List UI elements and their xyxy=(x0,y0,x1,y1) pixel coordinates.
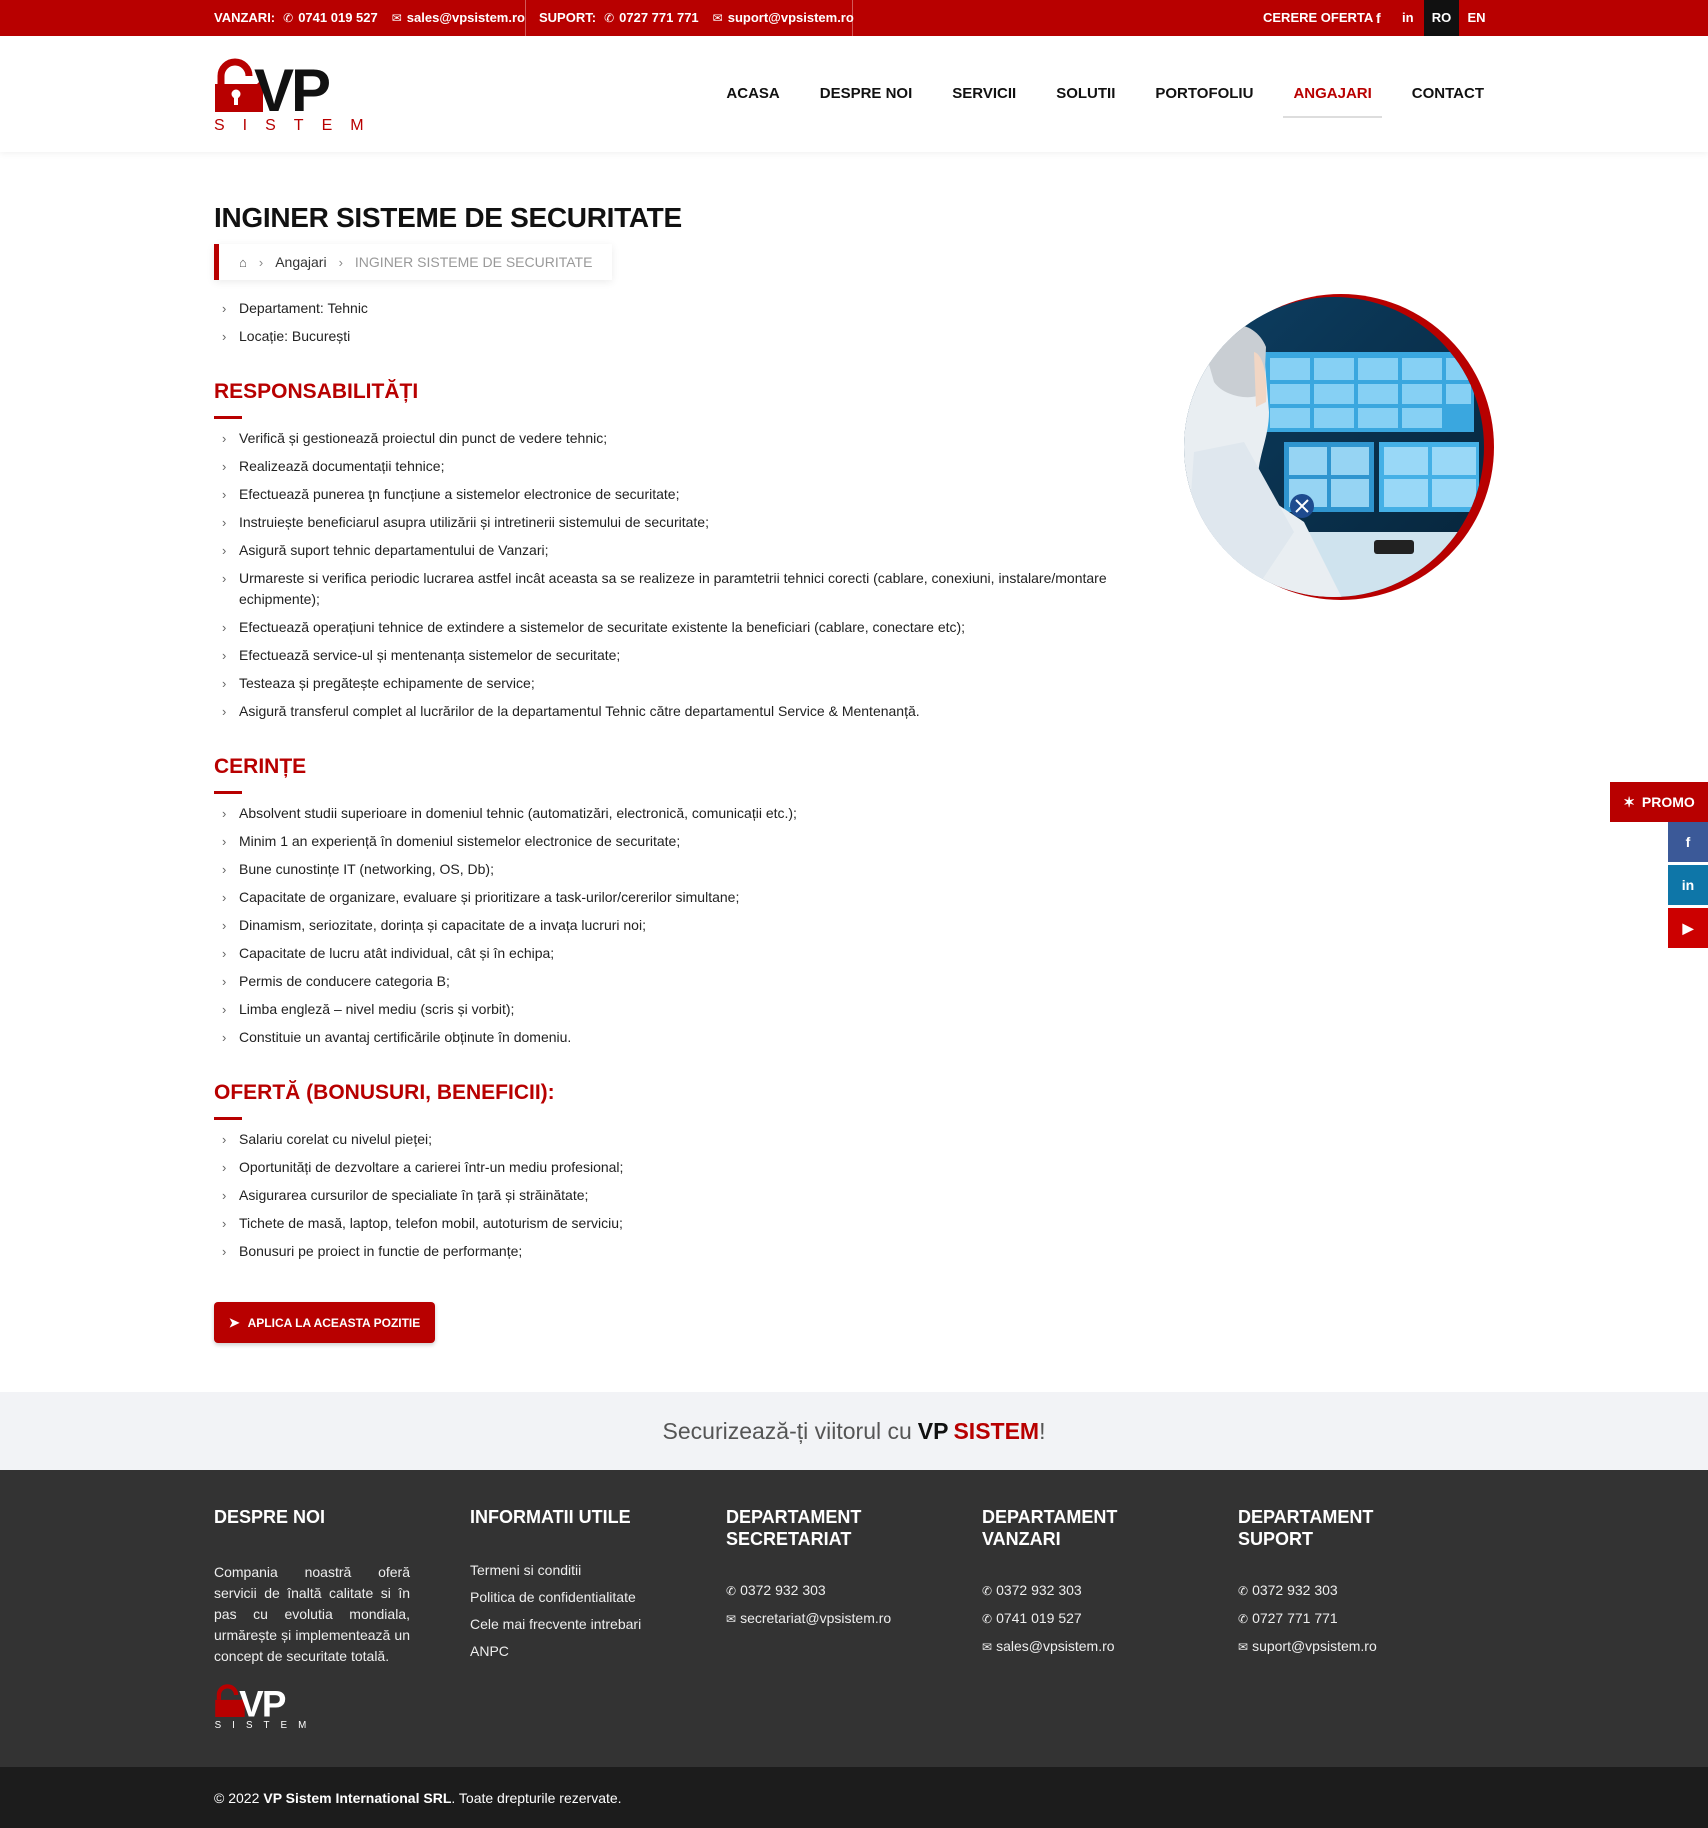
list-item-text: Departament: Tehnic xyxy=(239,300,368,316)
list-item-text: Salariu corelat cu nivelul pieței; xyxy=(239,1131,432,1147)
list-item xyxy=(222,915,1122,936)
sales-phone-2[interactable]: ✆ 0741 019 527 xyxy=(982,1610,1082,1626)
phone-icon: ✆ xyxy=(604,11,615,25)
job-meta-item xyxy=(222,326,1122,347)
copyright-suffix: . Toate drepturile rezervate. xyxy=(451,1789,622,1806)
svg-text:VP: VP xyxy=(239,1683,285,1725)
list-item xyxy=(222,1241,1122,1262)
offer-list xyxy=(222,1129,1122,1269)
support-label: SUPORT: xyxy=(539,10,597,25)
chevron-right-icon: › xyxy=(222,543,227,558)
list-item xyxy=(222,971,1122,992)
chevron-right-icon: › xyxy=(222,301,227,316)
chevron-right-icon: › xyxy=(222,620,227,635)
list-item-text: Realizează documentații tehnice; xyxy=(239,458,445,474)
copyright-bar xyxy=(0,1767,1708,1828)
footer-info xyxy=(470,1506,680,1668)
envelope-icon: ✉ xyxy=(726,1612,737,1626)
envelope-icon: ✉ xyxy=(982,1640,993,1654)
secretariat-email[interactable]: ✉ secretariat@vpsistem.ro xyxy=(726,1610,892,1626)
slogan-brand-vp: VP xyxy=(917,1417,949,1444)
responsibilities-list xyxy=(222,428,1122,729)
chevron-right-icon: › xyxy=(222,1002,227,1017)
list-item xyxy=(222,456,1122,477)
sales-label: VANZARI: xyxy=(214,10,276,25)
envelope-icon: ✉ xyxy=(391,11,402,25)
list-item-text: Minim 1 an experiență în domeniul sistemelor electronice de securitate; xyxy=(239,833,681,849)
footer-support-title: DEPARTAMENT SUPORT xyxy=(1238,1507,1374,1549)
page-title: INGINER SISTEME DE SECURITATE xyxy=(214,202,682,233)
support-phone-link[interactable]: ✆ 0727 771 771 xyxy=(604,0,699,36)
phone-icon: ✆ xyxy=(982,1584,993,1598)
slogan-brand-sistem: SISTEM xyxy=(953,1417,1040,1444)
list-item xyxy=(222,943,1122,964)
footer-about-text: Compania noastră oferă servicii de înaltă calitate si în pas cu evolutia mondiala, urmărește și implementează un concept de securitate totală. xyxy=(214,1564,410,1664)
requirements-list xyxy=(222,803,1122,1055)
star-icon: ✶ xyxy=(1623,793,1635,810)
list-item-text: Dinamism, seriozitate, dorința și capacitate de a invața lucruri noi; xyxy=(239,917,646,933)
chevron-right-icon: › xyxy=(222,1160,227,1175)
footer-info-title: INFORMATII UTILE xyxy=(470,1507,631,1527)
list-item-text: Capacitate de organizare, evaluare și prioritizare a task-urilor/cererilor simultane; xyxy=(239,889,740,905)
chevron-right-icon: › xyxy=(222,1216,227,1231)
chevron-right-icon: › xyxy=(222,806,227,821)
list-item-text: Urmareste si verifica periodic lucrarea astfel incât aceasta sa se realizeze in paramtetrii tehnici corecti (cablare, conexiuni, instalare/montare echipmente); xyxy=(239,570,1107,607)
svg-text:SISTEM: SISTEM xyxy=(214,1720,318,1732)
slogan-text: Securizează-ți viitorul cu xyxy=(662,1417,912,1444)
list-item xyxy=(222,1027,1122,1048)
list-item-text: Tichete de masă, laptop, telefon mobil, autoturism de serviciu; xyxy=(239,1215,623,1231)
footer-info-link[interactable]: Politica de confidentialitate xyxy=(470,1589,636,1605)
secretariat-phone[interactable]: ✆ 0372 932 303 xyxy=(726,1582,826,1598)
sales-email-link[interactable]: ✉ sales@vpsistem.ro xyxy=(392,0,525,36)
chevron-right-icon: › xyxy=(222,946,227,961)
chevron-right-icon: › xyxy=(222,329,227,344)
footer-about xyxy=(214,1506,410,1667)
sales-phone-link[interactable]: ✆ 0741 019 527 xyxy=(283,0,378,36)
svg-text:SISTEM: SISTEM xyxy=(214,117,382,134)
chevron-right-icon: › xyxy=(222,918,227,933)
youtube-icon[interactable]: ▶ xyxy=(1668,908,1708,948)
support-email-link[interactable]: ✉ suport@vpsistem.ro xyxy=(713,0,854,36)
list-item xyxy=(222,803,1122,824)
footer-logo[interactable] xyxy=(214,1680,318,1732)
paper-plane-icon: ➤ xyxy=(228,1314,240,1330)
list-item-text: Asigură transferul complet al lucrărilor de la departamentul Tehnic către departamentul Service & Mentenanță. xyxy=(239,703,920,719)
chevron-right-icon: › xyxy=(222,431,227,446)
facebook-icon[interactable]: f xyxy=(1376,10,1381,26)
sales-contact xyxy=(214,0,539,36)
lang-ro[interactable]: RO xyxy=(1424,0,1459,36)
slogan-banner xyxy=(0,1392,1708,1470)
offer-request-link[interactable]: CERERE OFERTA xyxy=(1263,10,1374,25)
section-heading-responsibilities: RESPONSABILITĂȚI xyxy=(214,380,419,403)
phone-icon: ✆ xyxy=(1238,1584,1249,1598)
copyright-prefix: © 2022 xyxy=(214,1789,260,1806)
job-meta-list xyxy=(222,298,1122,354)
chevron-right-icon: › xyxy=(338,254,343,270)
chevron-right-icon: › xyxy=(222,487,227,502)
footer-sales xyxy=(982,1506,1152,1664)
top-bar xyxy=(0,0,1708,36)
header xyxy=(0,36,1708,152)
list-item xyxy=(222,999,1122,1020)
facebook-icon[interactable]: f xyxy=(1668,822,1708,862)
sales-phone-1[interactable]: ✆ 0372 932 303 xyxy=(982,1582,1082,1598)
list-item-text: Bune cunostințe IT (networking, OS, Db); xyxy=(239,861,494,877)
slogan-end: ! xyxy=(1039,1417,1046,1444)
list-item xyxy=(222,887,1122,908)
nav-item-acasa[interactable]: ACASA xyxy=(726,85,780,102)
envelope-icon: ✉ xyxy=(1238,1640,1249,1654)
list-item-text: Efectuează service-ul și mentenanța sistemelor de securitate; xyxy=(239,647,621,663)
list-item-text: Locație: București xyxy=(239,328,351,344)
list-item xyxy=(222,617,1122,638)
nav-item-solutii[interactable]: SOLUTII xyxy=(1056,85,1116,102)
footer-info-links xyxy=(470,1560,680,1662)
list-item xyxy=(222,512,1122,533)
list-item-text: Efectuează punerea ţn funcțiune a sistemelor electronice de securitate; xyxy=(239,486,680,502)
list-item xyxy=(222,859,1122,880)
section-heading-offer: OFERTĂ (BONUSURI, BENEFICII): xyxy=(214,1081,555,1104)
logo[interactable] xyxy=(213,54,382,134)
list-item-text: Testeaza și pregătește echipamente de service; xyxy=(239,675,535,691)
copyright-company: VP Sistem International SRL xyxy=(263,1789,452,1806)
list-item-text: Instruiește beneficiarul asupra utilizării și intretinerii sistemului de securitate; xyxy=(239,514,709,530)
footer-secretariat-title: DEPARTAMENT SECRETARIAT xyxy=(726,1507,862,1549)
job-meta-item xyxy=(222,298,1122,319)
list-item-text: Asigurarea cursurilor de specialiate în țară și străinătate; xyxy=(239,1187,589,1203)
envelope-icon: ✉ xyxy=(712,11,723,25)
chevron-right-icon: › xyxy=(222,834,227,849)
chevron-right-icon: › xyxy=(222,1188,227,1203)
list-item xyxy=(222,428,1122,449)
phone-icon: ✆ xyxy=(982,1612,993,1626)
footer-info-link[interactable]: Cele mai frecvente intrebari xyxy=(470,1616,642,1632)
promo-button[interactable]: ✶ PROMO xyxy=(1610,782,1708,822)
list-item-text: Oportunități de dezvoltare a carierei într-un mediu profesional; xyxy=(239,1159,624,1175)
support-phone-2[interactable]: ✆ 0727 771 771 xyxy=(1238,1610,1338,1626)
list-item xyxy=(222,673,1122,694)
chevron-right-icon: › xyxy=(222,1132,227,1147)
linkedin-icon[interactable]: in xyxy=(1402,10,1414,25)
list-item-text: Permis de conducere categoria B; xyxy=(239,973,450,989)
chevron-right-icon: › xyxy=(222,1030,227,1045)
list-item xyxy=(222,1129,1122,1150)
chevron-right-icon: › xyxy=(222,704,227,719)
nav-item-contact[interactable]: CONTACT xyxy=(1411,85,1484,102)
list-item xyxy=(222,1185,1122,1206)
footer-info-link[interactable]: Termeni si conditii xyxy=(470,1562,582,1578)
nav-item-servicii[interactable]: SERVICII xyxy=(952,85,1017,102)
linkedin-icon[interactable]: in xyxy=(1668,865,1708,905)
svg-text:VP: VP xyxy=(254,57,329,124)
phone-icon: ✆ xyxy=(726,1584,737,1598)
list-item-text: Limba engleză – nivel mediu (scris și vorbit); xyxy=(239,1001,515,1017)
chevron-right-icon: › xyxy=(222,571,227,586)
chevron-right-icon: › xyxy=(222,648,227,663)
chevron-right-icon: › xyxy=(222,890,227,905)
list-item xyxy=(222,484,1122,505)
home-icon[interactable]: ⌂ xyxy=(239,254,247,270)
lang-en[interactable]: EN xyxy=(1467,10,1486,25)
breadcrumb xyxy=(214,244,612,280)
list-item-text: Absolvent studii superioare in domeniul tehnic (automatizări, electronică, comunicații etc.); xyxy=(239,805,797,821)
footer-secretariat xyxy=(726,1506,896,1636)
support-phone-1[interactable]: ✆ 0372 932 303 xyxy=(1238,1582,1338,1598)
nav-item-angajari[interactable]: ANGAJARI xyxy=(1293,74,1371,114)
nav-item-portofoliu[interactable]: PORTOFOLIU xyxy=(1155,85,1254,102)
list-item-text: Verifică și gestionează proiectul din punct de vedere tehnic; xyxy=(239,430,608,446)
list-item xyxy=(222,701,1122,722)
list-item-text: Asigură suport tehnic departamentului de Vanzari; xyxy=(239,542,549,558)
chevron-right-icon: › xyxy=(222,1244,227,1259)
chevron-right-icon: › xyxy=(222,862,227,877)
security-operator-image xyxy=(1184,292,1494,602)
footer xyxy=(0,1470,1708,1767)
chevron-right-icon: › xyxy=(222,974,227,989)
list-item xyxy=(222,1213,1122,1234)
chevron-right-icon: › xyxy=(222,515,227,530)
section-heading-requirements: CERINȚE xyxy=(214,755,307,778)
footer-about-title: DESPRE NOI xyxy=(214,1507,326,1527)
breadcrumb-parent[interactable]: Angajari xyxy=(275,254,327,270)
apply-button[interactable]: ➤ APLICA LA ACEASTA POZITIE xyxy=(214,1302,435,1343)
list-item xyxy=(222,831,1122,852)
list-item xyxy=(222,645,1122,666)
breadcrumb-current: INGINER SISTEME DE SECURITATE xyxy=(354,254,593,270)
support-email[interactable]: ✉ suport@vpsistem.ro xyxy=(1238,1638,1377,1654)
phone-icon: ✆ xyxy=(283,11,294,25)
list-item-text: Capacitate de lucru atât individual, cât și în echipa; xyxy=(239,945,555,961)
chevron-right-icon: › xyxy=(222,676,227,691)
chevron-right-icon: › xyxy=(258,254,264,270)
phone-icon: ✆ xyxy=(1238,1612,1249,1626)
main-nav xyxy=(686,36,1484,152)
footer-sales-title: DEPARTAMENT VANZARI xyxy=(982,1507,1118,1549)
support-contact xyxy=(539,0,868,36)
list-item-text: Constituie un avantaj certificările obținute în domeniu. xyxy=(239,1029,572,1045)
footer-support xyxy=(1238,1506,1408,1664)
list-item-text: Bonusuri pe proiect in functie de performanțe; xyxy=(239,1243,523,1259)
list-item xyxy=(222,568,1122,610)
chevron-right-icon: › xyxy=(222,459,227,474)
list-item-text: Efectuează operațiuni tehnice de extindere a sistemelor de securitate existente la beneficiari (cablare, conectare etc); xyxy=(239,619,966,635)
footer-info-link[interactable]: ANPC xyxy=(470,1643,509,1659)
list-item xyxy=(222,1157,1122,1178)
sales-email[interactable]: ✉ sales@vpsistem.ro xyxy=(982,1638,1115,1654)
divider xyxy=(525,0,526,36)
divider xyxy=(852,0,853,36)
nav-item-despre-noi[interactable]: DESPRE NOI xyxy=(819,85,913,102)
list-item xyxy=(222,540,1122,561)
